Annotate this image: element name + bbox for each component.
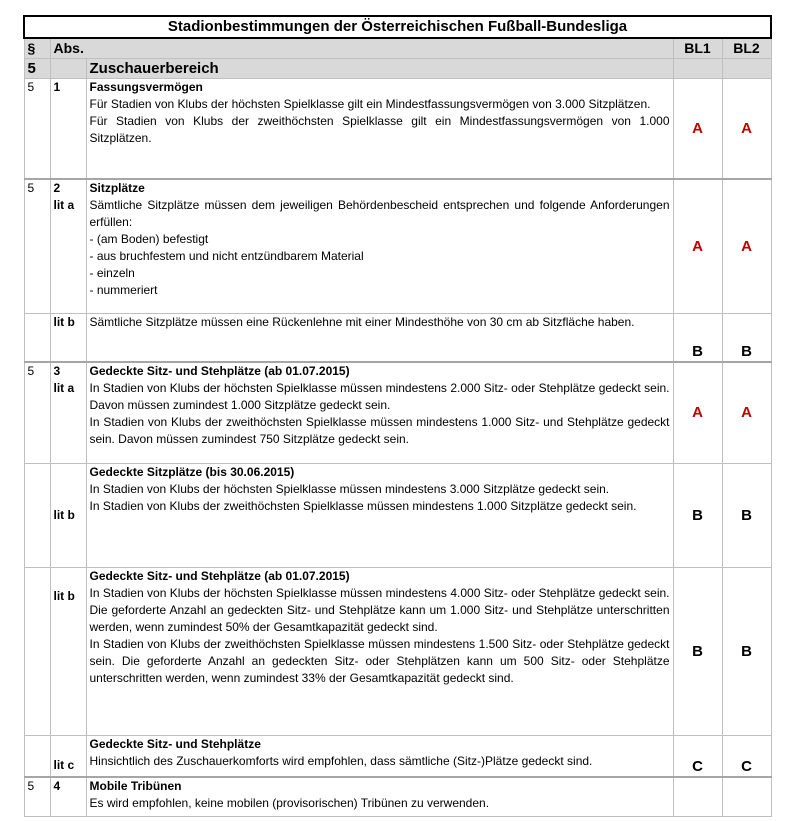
header-abs: Abs. (50, 38, 673, 59)
row-abs: 2 (53, 180, 61, 195)
grade-bl2: B (722, 568, 771, 736)
grade-bl1: A (673, 79, 722, 179)
row-lit: lit b (50, 568, 86, 736)
section-title: Zuschauerbereich (86, 59, 673, 79)
row-abs: 1 (50, 79, 86, 179)
row-text: - aus bruchfestem und nicht entzündbarem Material (89, 248, 364, 263)
row-lit: lit c (50, 736, 86, 777)
grade-bl1: B (673, 464, 722, 568)
grade-bl2: A (722, 179, 771, 314)
document-title: Stadionbestimmungen der Österreichischen Fußball-Bundesliga (24, 16, 771, 38)
row-lit: lit b (50, 464, 86, 568)
row-lit: lit b (50, 314, 86, 362)
row-paragraph: 5 (24, 777, 50, 817)
header-bl2: BL2 (722, 38, 771, 59)
row-abs: 4 (50, 777, 86, 817)
row-text: Sämtliche Sitzplätze müssen eine Rückenlehne mit einer Mindesthöhe von 30 cm ab Sitzfläche haben. (89, 315, 635, 329)
row-heading: Gedeckte Sitz- und Stehplätze (ab 01.07.2015) (89, 569, 350, 583)
row-text: In Stadien von Klubs der zweithöchsten Spielklasse müssen mindestens 1.000 Sitz- und Stehplätze gedeckt sein. Davon müssen zumindest 750 Sitzplätze gedeckt sein. (89, 414, 670, 446)
row-text: - nummeriert (89, 282, 158, 297)
grade-bl1: B (673, 314, 722, 362)
row-text: Es wird empfohlen, keine mobilen (provisorischen) Tribünen zu verwenden. (89, 795, 490, 810)
table-row (24, 362, 771, 464)
table-row (24, 314, 771, 362)
row-lit: lit a (53, 380, 75, 395)
table-row (24, 179, 771, 314)
row-heading: Sitzplätze (89, 180, 145, 195)
regulations-table (23, 15, 772, 817)
row-abs: 3 (53, 363, 61, 378)
row-text: In Stadien von Klubs der höchsten Spielklasse müssen mindestens 4.000 Sitz- oder Stehplätze gedeckt sein. Die geforderte Anzahl an gedeckten Sitz- und Stehplätze kann um 1.000 Sitz- und Stehplätze unterschritten werden, wenn zumindest 50% der Gesamtkapazität gedeckt sind. (89, 586, 670, 634)
row-text: In Stadien von Klubs der zweithöchsten Spielklasse müssen mindestens 1.500 Sitz- oder Stehplätze gedeckt sein. Die geforderte Anzahl an gedeckten Sitz- oder Stehplätzen kann um 500 Sitz- oder Stehplätze unterschritten werden, wenn zumindest 33% der Gesamtkapazität gedeckt sind. (89, 637, 670, 685)
grade-bl2: A (722, 79, 771, 179)
grade-bl1: A (673, 362, 722, 464)
grade-bl1: C (673, 736, 722, 777)
grade-bl2: B (722, 314, 771, 362)
row-text: In Stadien von Klubs der zweithöchsten Spielklasse müssen mindestens 1.000 Sitzplätze gedeckt sein. (89, 499, 637, 513)
row-text: - einzeln (89, 265, 135, 280)
table-row (24, 568, 771, 736)
row-text: Für Stadien von Klubs der zweithöchsten Spielklasse gilt ein Mindestfassungsvermögen von 1.000 Sitzplätzen. (89, 114, 670, 145)
row-text: Hinsichtlich des Zuschauerkomforts wird empfohlen, dass sämtliche (Sitz-)Plätze gedeckt sind. (89, 754, 593, 768)
row-text: Sämtliche Sitzplätze müssen dem jeweiligen Behördenbescheid entsprechen und folgende Anforderungen erfüllen: (89, 197, 670, 229)
row-paragraph: 5 (24, 179, 50, 314)
row-heading: Gedeckte Sitzplätze (bis 30.06.2015) (89, 465, 295, 479)
row-text: In Stadien von Klubs der höchsten Spielklasse müssen mindestens 3.000 Sitzplätze gedeckt sein. (89, 482, 610, 496)
row-heading: Fassungsvermögen (89, 80, 203, 94)
row-text: - (am Boden) befestigt (89, 231, 209, 246)
table-row (24, 79, 771, 179)
grade-bl1: A (673, 179, 722, 314)
grade-bl2: C (722, 736, 771, 777)
regulations-document (23, 15, 770, 817)
section-paragraph: 5 (24, 59, 50, 79)
table-row (24, 736, 771, 777)
table-row (24, 777, 771, 817)
row-text: Für Stadien von Klubs der höchsten Spielklasse gilt ein Mindestfassungsvermögen von 3.000 Sitzplätzen. (89, 97, 651, 111)
row-paragraph: 5 (24, 79, 50, 179)
grade-bl2: A (722, 362, 771, 464)
grade-bl1: B (673, 568, 722, 736)
header-bl1: BL1 (673, 38, 722, 59)
grade-bl2: B (722, 464, 771, 568)
table-row (24, 464, 771, 568)
row-text: In Stadien von Klubs der höchsten Spielklasse müssen mindestens 2.000 Sitz- oder Stehplätze gedeckt sein. Davon müssen zumindest 1.000 Sitzplätze gedeckt sein. (89, 380, 670, 412)
header-paragraph: § (24, 38, 50, 59)
row-paragraph: 5 (24, 362, 50, 464)
row-lit: lit a (53, 197, 75, 212)
row-heading: Gedeckte Sitz- und Stehplätze (ab 01.07.2015) (89, 363, 350, 378)
row-heading: Gedeckte Sitz- und Stehplätze (89, 737, 261, 751)
row-heading: Mobile Tribünen (89, 778, 182, 793)
